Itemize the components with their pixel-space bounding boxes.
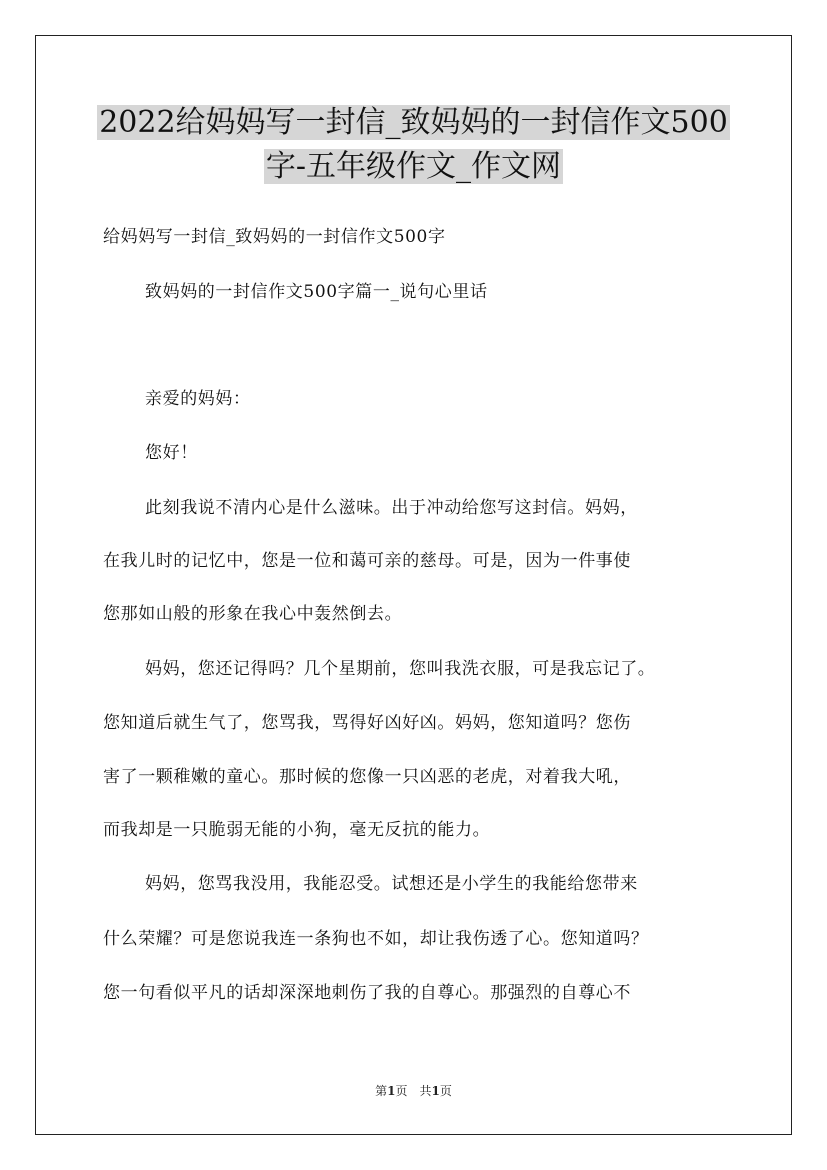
section-heading: 致妈妈的一封信作文500字篇一_说句心里话 bbox=[145, 282, 488, 302]
paragraph-line: 妈妈，您还记得吗？几个星期前，您叫我洗衣服，可是我忘记了。 bbox=[145, 659, 656, 679]
page-border bbox=[35, 35, 792, 1135]
document-title-line-2: 字-五年级作文_作文网 bbox=[265, 149, 562, 184]
page-total: 1 bbox=[431, 1084, 440, 1098]
paragraph-line: 您那如山般的形象在我心中轰然倒去。 bbox=[103, 604, 403, 624]
subtitle: 给妈妈写一封信_致妈妈的一封信作文500字 bbox=[103, 227, 446, 247]
paragraph-line: 您知道后就生气了，您骂我，骂得好凶好凶。妈妈，您知道吗？您伤 bbox=[103, 713, 631, 733]
document-title-line-1: 2022给妈妈写一封信_致妈妈的一封信作文500 bbox=[99, 105, 728, 140]
paragraph-line: 在我儿时的记忆中，您是一位和蔼可亲的慈母。可是，因为一件事使 bbox=[103, 551, 631, 571]
paragraph-line: 而我却是一只脆弱无能的小狗，毫无反抗的能力。 bbox=[103, 820, 491, 840]
paragraph-line: 妈妈，您骂我没用，我能忍受。试想还是小学生的我能给您带来 bbox=[145, 874, 638, 894]
page-footer: 第1页 共1页 bbox=[375, 1084, 452, 1098]
paragraph-line: 此刻我说不清内心是什么滋味。出于冲动给您写这封信。妈妈， bbox=[145, 498, 638, 518]
paragraph-line: 您一句看似平凡的话却深深地刺伤了我的自尊心。那强烈的自尊心不 bbox=[103, 983, 631, 1003]
paragraph-line: 害了一颗稚嫩的童心。那时候的您像一只凶恶的老虎，对着我大吼， bbox=[103, 767, 631, 787]
greeting: 您好！ bbox=[145, 443, 198, 463]
paragraph-line: 什么荣耀？可是您说我连一条狗也不如，却让我伤透了心。您知道吗？ bbox=[103, 929, 649, 949]
page-number: 1 bbox=[387, 1084, 396, 1098]
salutation: 亲爱的妈妈： bbox=[145, 389, 251, 409]
